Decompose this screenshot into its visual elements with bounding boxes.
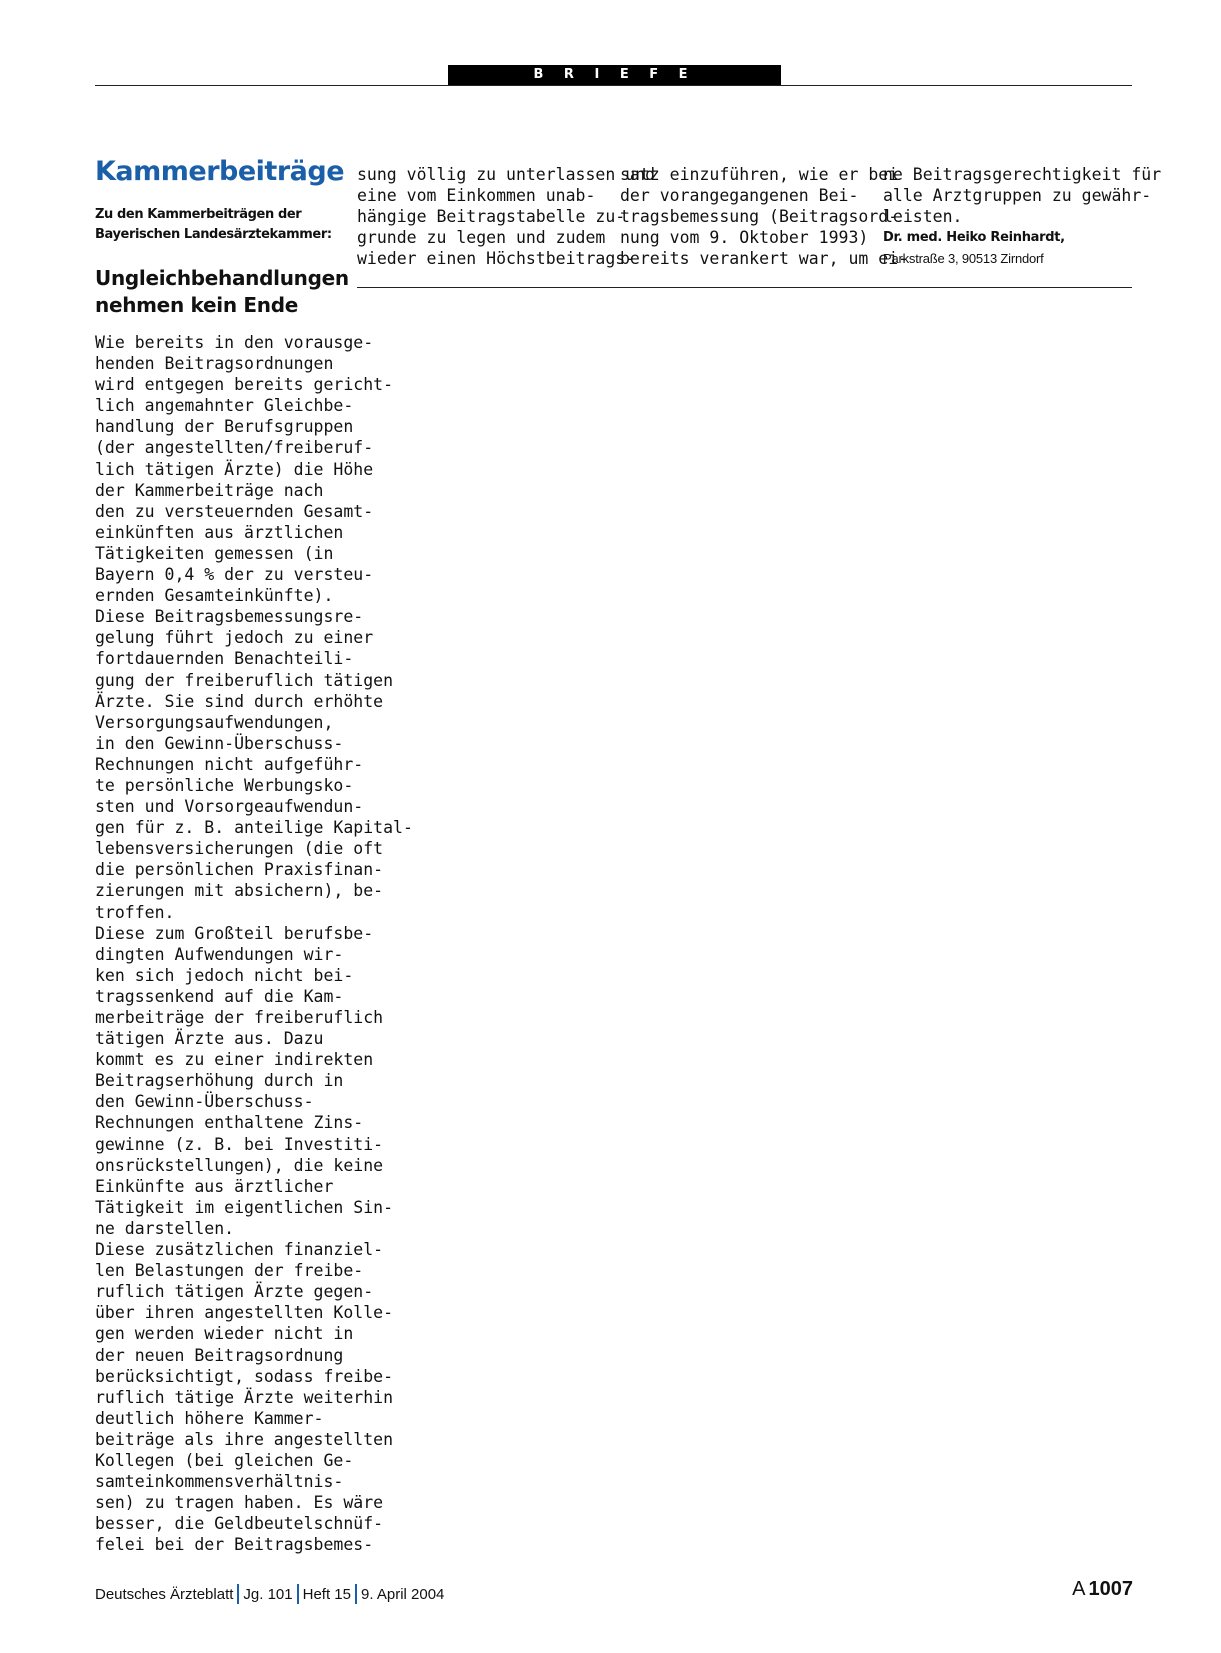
text-column-1: Wie bereits in den vorausge- henden Beitragsordnungen wird entgegen bereits gericht- lich angemahnter Gleichbe- handlung der Berufsgruppen (der angestellten/freiberuf- lich tätigen Ärzte) die Höhe der Kammerbeiträge nach den zu versteuernden Gesamt- einkünften aus ärztlichen Tätigkeiten gemessen (in Bayern 0,4 % der zu versteu- ernden Gesamteinkünfte). Diese Beitragsbemessungsre- gelung führt jedoch zu einer fortdauernden Benachteili- gung der freiberuflich tätigen Ärzte. Sie sind durch erhöhte Versorgungsaufwendungen, in den Gewinn-Überschuss- Rechnungen nicht aufgeführ- te persönliche Werbungsko- sten und Vorsorgeaufwendun- gen für z. B. anteilige Kapital- lebensversicherungen (die oft die persönlichen Praxisfinan- zierungen mit absichern), be- troffen. Diese zum Großteil berufsbe- dingten Aufwendungen wir- ken sich jedoch nicht bei- tragssenkend auf die Kam- merbeiträge der freiberuflich tätigen Ärzte aus. Dazu kommt es zu einer indirekten Beitragserhöhung durch in den Gewinn-Überschuss- Rechnungen enthaltene Zins- gewinne (z. B. bei Investiti- onsrückstellungen), die keine Einkünfte aus ärztlicher Tätigkeit im eigentlichen Sin- ne darstellen. Diese zusätzlichen finanziel- len Belastungen der freibe- ruflich tätigen Ärzte gegen- über ihren angestellten Kolle- gen werden wieder nicht in der neuen Beitragsordnung berücksichtigt, sodass freibe- ruflich tätige Ärzte weiterhin deutlich höhere Kammer- beiträge als ihre angestellten Kollegen (bei gleichen Ge- samteinkommensverhältnis- sen) zu tragen haben. Es wäre besser, die Geldbeutelschnüf- felei bei der Beitragsbemes-: [95, 333, 413, 1555]
article-intro: Zu den Kammerbeiträgen der Bayerischen Landesärztekammer:: [95, 207, 332, 242]
text-column-4: ne Beitragsgerechtigkeit für alle Arztgruppen zu gewähr- leisten.: [883, 165, 1162, 227]
letter-end-rule: [357, 287, 1132, 288]
footer-issue: Heft 15: [302, 1585, 351, 1603]
footer-date: 9. April 2004: [361, 1585, 445, 1603]
footer-separator: [297, 1584, 299, 1604]
page-number-value: 1007: [1088, 1578, 1133, 1600]
footer-volume: Jg. 101: [243, 1585, 293, 1603]
footer-journal: Deutsches Ärzteblatt: [95, 1585, 234, 1603]
footer-separator: [237, 1584, 239, 1604]
page-footer: [95, 1584, 444, 1604]
text-column-3: satz einzuführen, wie er bei der vorangegangenen Bei- tragsbemessung (Beitragsord- nung vom 9. Oktober 1993) bereits verankert war, um ei-: [620, 165, 909, 269]
text-column-2: sung völlig zu unterlassen und eine vom Einkommen unab- hängige Beitragstabelle zu- grunde zu legen und zudem wieder einen Höchstbeitrags-: [357, 165, 656, 269]
author-name: Dr. med. Heiko Reinhardt,: [883, 230, 1065, 245]
section-header-rule: [95, 85, 1132, 86]
page-prefix: A: [1072, 1578, 1086, 1600]
author-address: Parkstraße 3, 90513 Zirndorf: [883, 251, 1044, 266]
footer-separator: [355, 1584, 357, 1604]
page-number: [1072, 1578, 1133, 1601]
section-label: B R I E F E: [448, 65, 781, 85]
letter-headline: Ungleichbehandlungen nehmen kein Ende: [95, 266, 349, 317]
article-title: Kammerbeiträge: [95, 156, 345, 187]
